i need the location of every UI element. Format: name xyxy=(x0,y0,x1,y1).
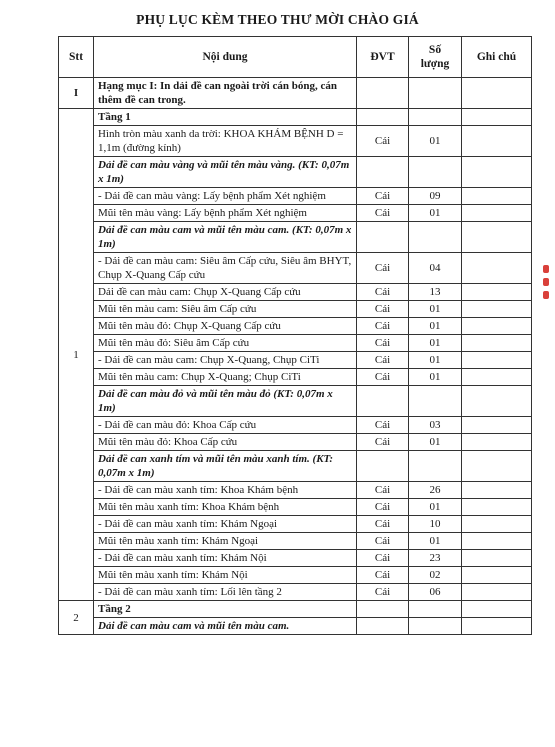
row-unit: Cái xyxy=(357,205,409,222)
row-note xyxy=(462,126,532,157)
row-unit: Cái xyxy=(357,499,409,516)
row-content: Dải đề can xanh tím và mũi tên màu xanh tím. (KT: 0,07m x 1m) xyxy=(94,451,357,482)
section-qty xyxy=(409,78,462,109)
table-row xyxy=(59,126,532,157)
red-stamp-mark xyxy=(543,265,553,325)
row-qty: 01 xyxy=(409,335,462,352)
row-qty xyxy=(409,601,462,618)
row-content: Mũi tên màu cam: Siêu âm Cấp cứu xyxy=(94,301,357,318)
table-row xyxy=(59,550,532,567)
table-row xyxy=(59,516,532,533)
group-stt: 2 xyxy=(59,601,94,635)
row-qty: 02 xyxy=(409,567,462,584)
row-qty: 01 xyxy=(409,352,462,369)
row-note xyxy=(462,533,532,550)
row-note xyxy=(462,222,532,253)
row-unit: Cái xyxy=(357,434,409,451)
row-unit: Cái xyxy=(357,284,409,301)
table-row xyxy=(59,352,532,369)
document-title: PHỤ LỤC KÈM THEO THƯ MỜI CHÀO GIÁ xyxy=(136,12,419,27)
row-content: Mũi tên màu đỏ: Khoa Cấp cứu xyxy=(94,434,357,451)
table-row xyxy=(59,533,532,550)
row-content: Mũi tên màu cam: Chụp X-Quang; Chụp CiTi xyxy=(94,369,357,386)
table-row xyxy=(59,499,532,516)
group-stt: 1 xyxy=(59,109,94,601)
row-note xyxy=(462,318,532,335)
row-content: Mũi tên màu xanh tím: Khám Ngoại xyxy=(94,533,357,550)
row-note xyxy=(462,601,532,618)
row-note xyxy=(462,386,532,417)
row-qty: 01 xyxy=(409,301,462,318)
table-row xyxy=(59,386,532,417)
table-row xyxy=(59,482,532,499)
table-row xyxy=(59,301,532,318)
table-row xyxy=(59,188,532,205)
row-note xyxy=(462,284,532,301)
row-qty xyxy=(409,222,462,253)
table-row xyxy=(59,284,532,301)
header-row xyxy=(59,37,532,78)
row-note xyxy=(462,499,532,516)
row-note xyxy=(462,157,532,188)
row-qty: 03 xyxy=(409,417,462,434)
row-note xyxy=(462,301,532,318)
header-note: Ghi chú xyxy=(462,37,532,78)
row-content: - Dải đề can màu đỏ: Khoa Cấp cứu xyxy=(94,417,357,434)
row-unit: Cái xyxy=(357,188,409,205)
row-content: Mũi tên màu đỏ: Siêu âm Cấp cứu xyxy=(94,335,357,352)
row-content: - Dải đề can màu xanh tím: Khoa Khám bệnh xyxy=(94,482,357,499)
row-note xyxy=(462,417,532,434)
row-qty xyxy=(409,157,462,188)
row-qty: 23 xyxy=(409,550,462,567)
row-content: - Dải đề can màu xanh tím: Lối lên tầng 2 xyxy=(94,584,357,601)
row-note xyxy=(462,188,532,205)
row-qty xyxy=(409,618,462,635)
table-row xyxy=(59,109,532,126)
row-content: - Dải đề can màu xanh tím: Khám Ngoại xyxy=(94,516,357,533)
row-content: Dải đề can màu vàng và mũi tên màu vàng. (KT: 0,07m x 1m) xyxy=(94,157,357,188)
table-row xyxy=(59,253,532,284)
table-row xyxy=(59,567,532,584)
row-note xyxy=(462,109,532,126)
row-note xyxy=(462,516,532,533)
table-row xyxy=(59,222,532,253)
row-note xyxy=(462,451,532,482)
row-unit: Cái xyxy=(357,533,409,550)
row-content: Dải đề can màu cam và mũi tên màu cam. xyxy=(94,618,357,635)
table-row xyxy=(59,451,532,482)
header-qty-line1: Số xyxy=(428,44,442,56)
row-note xyxy=(462,369,532,386)
row-qty: 26 xyxy=(409,482,462,499)
table-row xyxy=(59,434,532,451)
row-content: - Dải đề can màu vàng: Lấy bệnh phẩm Xét nghiệm xyxy=(94,188,357,205)
row-qty: 01 xyxy=(409,318,462,335)
row-unit: Cái xyxy=(357,253,409,284)
row-content: Mũi tên màu vàng: Lấy bệnh phẩm Xét nghiệm xyxy=(94,205,357,222)
row-unit: Cái xyxy=(357,369,409,386)
row-content: Dải đề can màu đỏ và mũi tên màu đỏ (KT: 0,07m x 1m) xyxy=(94,386,357,417)
row-qty xyxy=(409,109,462,126)
header-stt: Stt xyxy=(59,37,94,78)
row-unit: Cái xyxy=(357,352,409,369)
row-unit: Cái xyxy=(357,482,409,499)
row-content: Tầng 1 xyxy=(94,109,357,126)
row-content: Dải đề can màu cam và mũi tên màu cam. (KT: 0,07m x 1m) xyxy=(94,222,357,253)
row-content: Hình tròn màu xanh da trời: KHOA KHÁM BỆNH D = 1,1m (đường kính) xyxy=(94,126,357,157)
row-qty: 01 xyxy=(409,499,462,516)
row-unit xyxy=(357,618,409,635)
row-unit: Cái xyxy=(357,301,409,318)
header-qty xyxy=(409,37,462,78)
row-qty: 01 xyxy=(409,205,462,222)
row-qty: 01 xyxy=(409,369,462,386)
row-content: - Dải đề can màu xanh tím: Khám Nội xyxy=(94,550,357,567)
row-qty xyxy=(409,386,462,417)
row-unit xyxy=(357,109,409,126)
row-unit: Cái xyxy=(357,584,409,601)
row-content: - Dải đề can màu cam: Chụp X-Quang, Chụp CiTi xyxy=(94,352,357,369)
section-text: Hạng mục I: In dải đề can ngoài trời cán bóng, cán thêm đề can trong. xyxy=(94,78,357,109)
row-note xyxy=(462,434,532,451)
row-note xyxy=(462,618,532,635)
section-note xyxy=(462,78,532,109)
header-unit: ĐVT xyxy=(357,37,409,78)
row-qty: 06 xyxy=(409,584,462,601)
row-content: Mũi tên màu xanh tím: Khám Nội xyxy=(94,567,357,584)
row-content: Mũi tên màu đỏ: Chụp X-Quang Cấp cứu xyxy=(94,318,357,335)
table-row xyxy=(59,318,532,335)
row-unit xyxy=(357,386,409,417)
table-row xyxy=(59,417,532,434)
row-note xyxy=(462,550,532,567)
row-note xyxy=(462,205,532,222)
row-content: Mũi tên màu xanh tím: Khoa Khám bệnh xyxy=(94,499,357,516)
row-content: - Dải đề can màu cam: Siêu âm Cấp cứu, Siêu âm BHYT, Chụp X-Quang Cấp cứu xyxy=(94,253,357,284)
row-note xyxy=(462,567,532,584)
row-note xyxy=(462,584,532,601)
table-row xyxy=(59,157,532,188)
row-unit: Cái xyxy=(357,567,409,584)
row-unit: Cái xyxy=(357,417,409,434)
row-unit: Cái xyxy=(357,126,409,157)
row-unit: Cái xyxy=(357,318,409,335)
row-note xyxy=(462,482,532,499)
row-unit xyxy=(357,451,409,482)
quotation-table xyxy=(58,36,532,635)
row-unit xyxy=(357,222,409,253)
table-row xyxy=(59,584,532,601)
header-content: Nội dung xyxy=(94,37,357,78)
header-qty-line2: lượng xyxy=(420,58,450,70)
row-unit: Cái xyxy=(357,335,409,352)
section-row xyxy=(59,78,532,109)
row-unit: Cái xyxy=(357,550,409,567)
row-qty: 10 xyxy=(409,516,462,533)
row-content: Tầng 2 xyxy=(94,601,357,618)
row-unit: Cái xyxy=(357,516,409,533)
row-content: Dải đề can màu cam: Chụp X-Quang Cấp cứu xyxy=(94,284,357,301)
row-qty: 13 xyxy=(409,284,462,301)
row-qty: 01 xyxy=(409,533,462,550)
table-row xyxy=(59,369,532,386)
table-row xyxy=(59,335,532,352)
row-qty xyxy=(409,451,462,482)
row-unit xyxy=(357,601,409,618)
row-unit xyxy=(357,157,409,188)
table-row xyxy=(59,618,532,635)
section-unit xyxy=(357,78,409,109)
row-qty: 09 xyxy=(409,188,462,205)
table-row xyxy=(59,601,532,618)
row-note xyxy=(462,335,532,352)
row-qty: 01 xyxy=(409,434,462,451)
row-qty: 04 xyxy=(409,253,462,284)
row-qty: 01 xyxy=(409,126,462,157)
row-note xyxy=(462,253,532,284)
table-row xyxy=(59,205,532,222)
row-note xyxy=(462,352,532,369)
section-stt: I xyxy=(59,78,94,109)
